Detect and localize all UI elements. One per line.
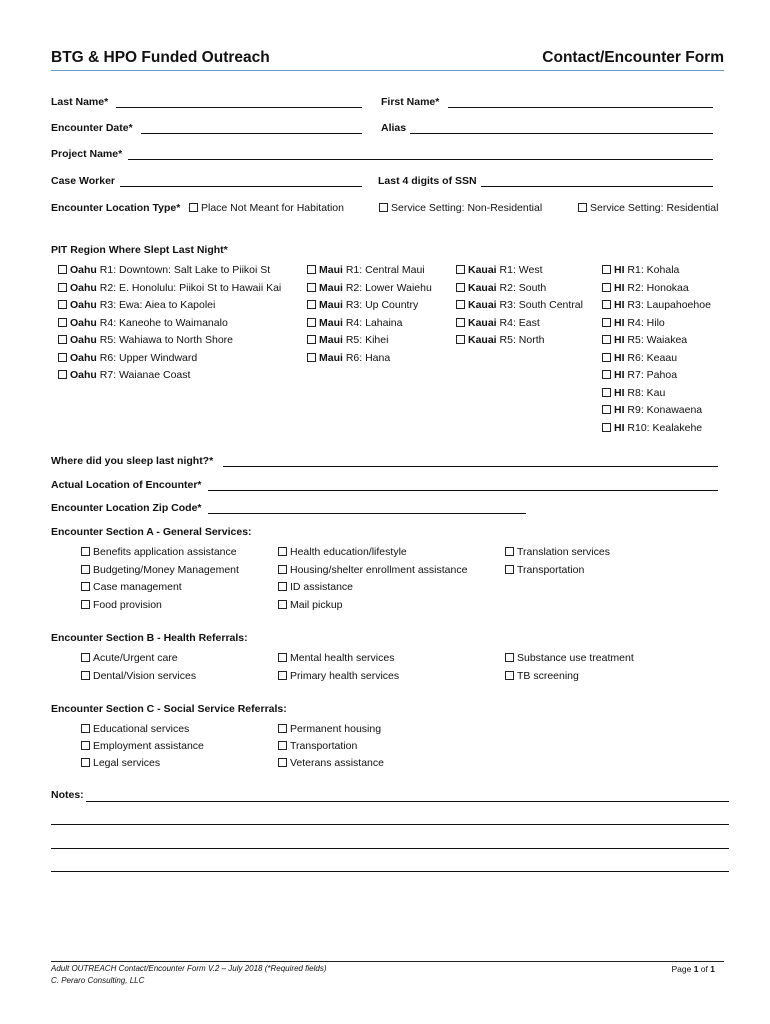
pit-region-option[interactable] [58,369,281,387]
checkbox[interactable] [278,653,287,662]
region-name: R9: Konawaena [627,404,703,416]
checkbox[interactable] [278,741,287,750]
checkbox[interactable] [456,265,465,274]
pit-region-option[interactable] [456,317,583,335]
service-label: Case management [93,581,182,593]
service-option[interactable] [505,564,610,582]
island-name: Kauai [468,334,497,346]
checkbox[interactable] [278,582,287,591]
checkbox[interactable] [307,300,316,309]
service-option[interactable] [81,740,204,757]
service-option[interactable] [81,581,239,599]
island-name: HI [614,404,625,416]
region-name: R3: Ewa: Aiea to Kapolei [99,299,216,311]
checkbox[interactable] [81,600,90,609]
checkbox[interactable] [307,353,316,362]
island-name: HI [614,421,625,434]
region-name: R4: Hilo [627,316,665,329]
checkbox[interactable] [81,582,90,591]
island-name: HI [614,386,625,399]
service-option[interactable] [81,546,239,564]
service-option[interactable] [81,652,196,670]
checkbox[interactable] [456,335,465,344]
service-option[interactable] [278,723,384,740]
island-name: HI [614,316,625,329]
pit-region-option[interactable] [602,387,711,405]
region-name: R5: Kihei [345,334,389,346]
pit-region-option[interactable] [307,334,432,352]
pit-region-option[interactable] [602,369,711,387]
service-label: Acute/Urgent care [93,652,178,664]
pit-region-option[interactable] [456,299,583,317]
checkbox[interactable] [307,318,316,327]
service-option[interactable] [278,599,467,617]
service-label: Veterans assistance [290,757,384,769]
encounter-date-label: Encounter Date* [51,122,133,134]
checkbox[interactable] [379,203,388,212]
island-name: HI [614,299,625,311]
zip-field[interactable] [208,513,526,514]
footer-consultant: C. Peraro Consulting, LLC [51,976,145,985]
region-name: R3: Laupahoehoe [627,299,711,311]
pit-region-option[interactable] [602,334,711,352]
checkbox[interactable] [81,547,90,556]
region-name: R6: Keaau [627,351,678,364]
pit-region-option[interactable] [602,352,711,370]
service-label: Substance use treatment [517,652,634,664]
service-label: Transportation [517,563,585,576]
pit-region-option[interactable] [602,282,711,300]
checkbox[interactable] [81,741,90,750]
checkbox[interactable] [58,353,67,362]
island-name: HI [614,264,625,276]
service-label: ID assistance [290,581,354,593]
pit-region-option[interactable] [602,299,711,317]
region-name: R2: South [499,281,547,294]
pit-region-option[interactable] [307,299,432,317]
island-name: Maui [319,334,343,346]
checkbox[interactable] [81,653,90,662]
service-label: Mental health services [290,652,395,664]
service-label: Food provision [93,598,162,611]
slept-label: Where did you sleep last night?* [51,455,214,467]
checkbox[interactable] [81,671,90,680]
pit-region-option[interactable] [58,352,281,370]
form-title-right: Contact/Encounter Form [542,49,724,66]
checkbox[interactable] [278,600,287,609]
footer-form-version: Adult OUTREACH Contact/Encounter Form V.2 – July 2018 (*Required fields) [51,964,327,973]
island-name: Maui [319,264,343,276]
section-b-column-2 [278,652,399,687]
pit-region-option[interactable] [58,264,281,282]
checkbox[interactable] [456,318,465,327]
section-a-column-2 [278,546,467,616]
region-name: R10: Kealakehe [627,421,703,434]
pit-region-option[interactable] [58,317,281,335]
form-title-left: BTG & HPO Funded Outreach [51,49,270,66]
island-name: Oahu [70,351,97,364]
service-option[interactable] [81,564,239,582]
section-b-column-3 [505,652,634,687]
checkbox[interactable] [58,335,67,344]
notes-line[interactable] [86,801,729,802]
service-option[interactable] [278,581,467,599]
checkbox[interactable] [602,423,611,432]
island-name: Maui [319,316,343,329]
alias-field[interactable] [410,133,713,134]
pit-region-option[interactable] [602,317,711,335]
island-name: HI [614,351,625,364]
notes-line[interactable] [51,871,729,872]
checkbox[interactable] [81,758,90,767]
region-name: R2: Lower Waiehu [345,281,432,294]
section-c-heading: Encounter Section C - Social Service Referrals: [51,703,287,715]
island-name: HI [614,281,625,294]
pit-region-option[interactable] [602,422,711,440]
case-worker-label: Case Worker [51,175,116,187]
checkbox[interactable] [456,283,465,292]
location-type-option[interactable]: Service Setting: Residential [578,202,718,214]
service-option[interactable] [278,670,399,688]
pit-region-option[interactable] [58,282,281,300]
header-divider [51,70,724,71]
pit-region-option[interactable] [602,404,711,422]
region-name: R4: Lahaina [345,316,403,329]
checkbox[interactable] [456,300,465,309]
checkbox[interactable] [505,547,514,556]
checkbox[interactable] [505,565,514,574]
checkbox[interactable] [58,265,67,274]
section-b-column-1 [81,652,196,687]
checkbox[interactable] [602,388,611,397]
island-name: Oahu [70,299,97,311]
service-label: Health education/lifestyle [290,546,407,558]
service-label: Educational services [93,723,190,735]
region-name: R1: West [499,264,543,276]
last-name-label: Last Name* [51,96,109,108]
service-option[interactable] [278,652,399,670]
service-label: Translation services [517,546,610,558]
checkbox[interactable] [578,203,587,212]
region-name: R6: Hana [345,351,391,364]
case-worker-field[interactable] [120,186,362,187]
pit-hi-column [602,264,711,439]
zip-label: Encounter Location Zip Code* [51,502,202,514]
checkbox[interactable] [278,565,287,574]
pit-region-option[interactable] [307,352,432,370]
region-name: R3: South Central [499,299,583,311]
region-name: R7: Waianae Coast [99,369,191,381]
ssn-label: Last 4 digits of SSN [378,175,477,187]
region-name: R1: Kohala [627,264,680,276]
last-name-field[interactable] [116,107,362,108]
slept-field[interactable] [223,466,718,467]
service-label: Housing/shelter enrollment assistance [290,563,468,576]
section-a-column-1 [81,546,239,616]
service-option[interactable] [505,652,634,670]
pit-region-option[interactable] [456,282,583,300]
pit-region-heading: PIT Region Where Slept Last Night* [51,244,228,256]
pit-region-option[interactable] [602,264,711,282]
service-option[interactable] [505,670,634,688]
service-label: Legal services [93,757,161,769]
island-name: Oahu [70,281,97,294]
pit-kauai-column [456,264,583,352]
region-name: R2: E. Honolulu: Piikoi St to Hawaii Kai [99,281,282,294]
checkbox[interactable] [58,300,67,309]
checkbox[interactable] [278,758,287,767]
checkbox[interactable] [278,671,287,680]
region-name: R6: Upper Windward [99,351,198,364]
pit-region-option[interactable] [456,264,583,282]
page-number: Page 1 of 1 [671,964,715,974]
service-option[interactable] [278,546,467,564]
pit-region-option[interactable] [58,334,281,352]
island-name: Oahu [70,316,97,329]
island-name: Kauai [468,316,497,329]
pit-region-option[interactable] [456,334,583,352]
actual-location-field[interactable] [208,490,718,491]
notes-label: Notes: [51,789,84,801]
project-name-label: Project Name* [51,148,123,160]
actual-location-label: Actual Location of Encounter* [51,479,202,491]
checkbox[interactable] [602,335,611,344]
island-name: Maui [319,299,343,311]
checkbox[interactable] [602,283,611,292]
region-name: R4: Kaneohe to Waimanalo [99,316,228,329]
location-type-option[interactable]: Service Setting: Non-Residential [379,202,542,214]
section-b-heading: Encounter Section B - Health Referrals: [51,632,248,644]
checkbox[interactable] [602,353,611,362]
notes-line[interactable] [51,824,729,825]
service-label: Mail pickup [290,598,343,611]
service-label: Benefits application assistance [93,546,237,558]
service-option[interactable] [81,723,204,740]
service-label: Dental/Vision services [93,669,197,682]
project-name-field[interactable] [128,159,713,160]
pit-region-option[interactable] [307,264,432,282]
checkbox[interactable] [278,724,287,733]
section-c-column-1 [81,723,204,774]
region-name: R8: Kau [627,386,666,399]
checkbox[interactable] [602,265,611,274]
location-type-option[interactable]: Place Not Meant for Habitation [189,202,344,214]
region-name: R7: Pahoa [627,369,678,381]
checkbox[interactable] [602,370,611,379]
region-name: R3: Up Country [345,299,419,311]
island-name: Kauai [468,281,497,294]
notes-line[interactable] [51,848,729,849]
region-name: R4: East [499,316,540,329]
checkbox[interactable] [81,724,90,733]
checkbox[interactable] [505,653,514,662]
checkbox[interactable] [307,283,316,292]
checkbox[interactable] [602,300,611,309]
region-name: R2: Honokaa [627,281,689,294]
checkbox[interactable] [58,370,67,379]
encounter-date-field[interactable] [141,133,362,134]
island-name: Maui [319,351,343,364]
island-name: HI [614,334,625,346]
region-name: R5: Waiakea [627,334,688,346]
island-name: Kauai [468,264,497,276]
service-label: TB screening [517,669,579,682]
region-name: R5: North [499,334,545,346]
service-label: Transportation [290,740,358,752]
service-label: Primary health services [290,669,400,682]
footer-divider [51,961,724,962]
section-c-column-2 [278,723,384,774]
checkbox[interactable] [307,335,316,344]
service-option[interactable] [81,757,204,774]
checkbox[interactable] [58,283,67,292]
service-option[interactable] [278,564,467,582]
island-name: Maui [319,281,343,294]
island-name: Oahu [70,369,97,381]
checkbox[interactable] [189,203,198,212]
pit-maui-column [307,264,432,369]
checkbox[interactable] [505,671,514,680]
island-name: Kauai [468,299,497,311]
section-a-column-3 [505,546,610,581]
pit-region-option[interactable] [307,317,432,335]
first-name-label: First Name* [381,96,440,108]
ssn-field[interactable] [481,186,713,187]
first-name-field[interactable] [448,107,713,108]
region-name: R1: Central Maui [345,264,425,276]
checkbox[interactable] [307,265,316,274]
checkbox[interactable] [81,565,90,574]
service-option[interactable] [81,599,239,617]
service-label: Permanent housing [290,723,382,735]
checkbox[interactable] [602,405,611,414]
service-option[interactable] [278,757,384,774]
pit-region-option[interactable] [307,282,432,300]
pit-oahu-column [58,264,281,387]
service-label: Budgeting/Money Management [93,563,239,576]
service-option[interactable] [278,740,384,757]
service-label: Employment assistance [93,740,204,752]
checkbox[interactable] [602,318,611,327]
checkbox[interactable] [278,547,287,556]
island-name: HI [614,369,625,381]
island-name: Oahu [70,334,97,346]
section-a-heading: Encounter Section A - General Services: [51,526,252,538]
location-type-label: Encounter Location Type* [51,202,181,214]
checkbox[interactable] [58,318,67,327]
service-option[interactable] [81,670,196,688]
service-option[interactable] [505,546,610,564]
island-name: Oahu [70,264,97,276]
pit-region-option[interactable] [58,299,281,317]
region-name: R1: Downtown: Salt Lake to Piikoi St [99,264,271,276]
region-name: R5: Wahiawa to North Shore [99,334,234,346]
alias-label: Alias [381,122,407,134]
